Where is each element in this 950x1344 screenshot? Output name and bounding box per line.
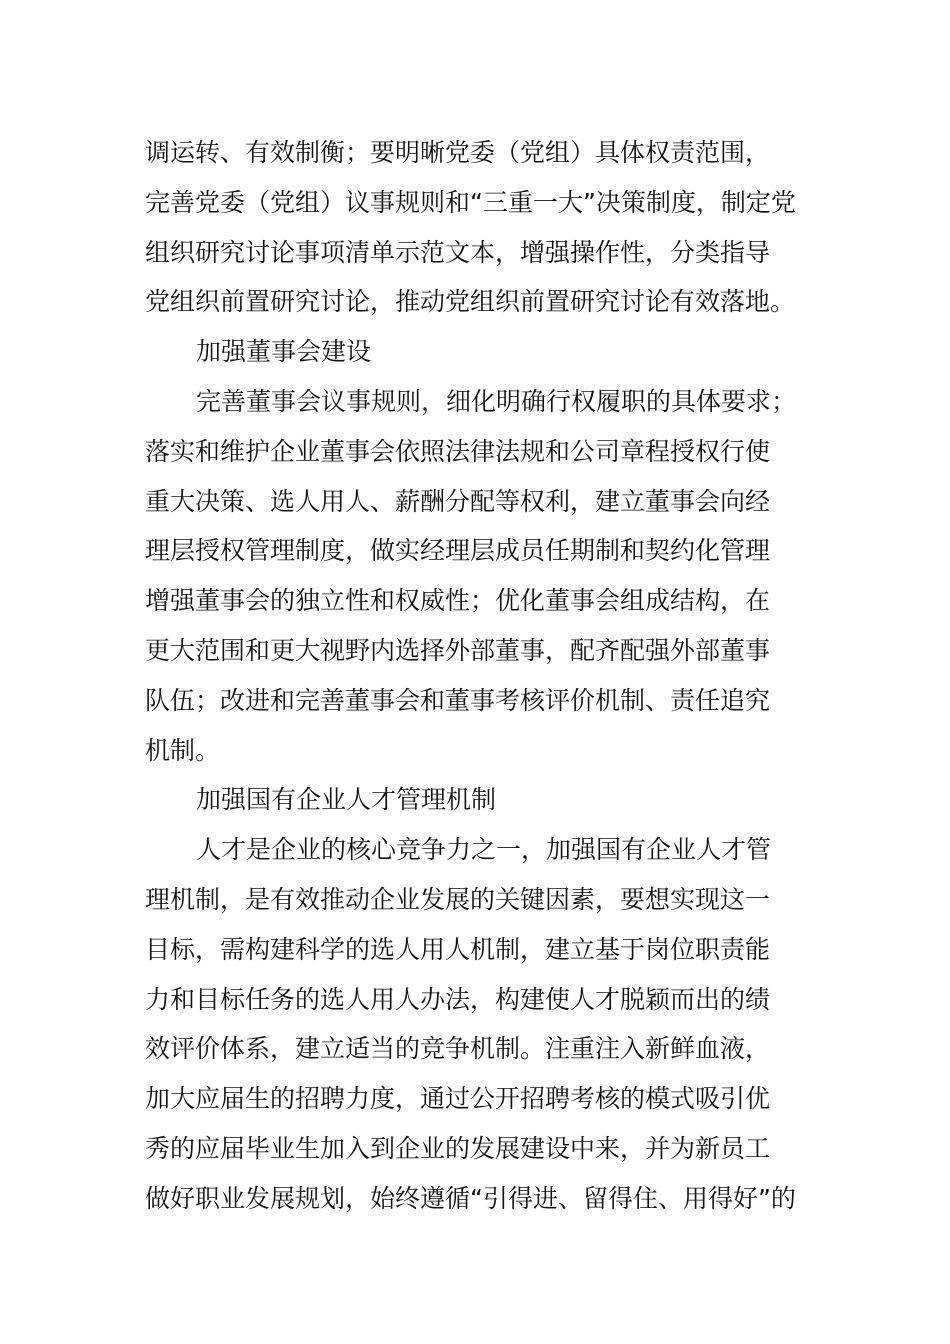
text-line: 重大决策、选人用人、薪酬分配等权利，建立董事会向经 [145, 486, 771, 516]
text-line: 目标，需构建科学的选人用人机制，建立基于岗位职责能 [145, 934, 771, 964]
document-body [145, 128, 835, 1224]
text-line: 秀的应届毕业生加入到企业的发展建设中来，并为新员工 [145, 1133, 771, 1163]
text-line: 党组织前置研究讨论，推动党组织前置研究讨论有效落地。 [145, 287, 796, 317]
text-line: 队伍；改进和完善董事会和董事考核评价机制、责任追究 [145, 685, 771, 715]
text-line: 机制。 [145, 735, 221, 765]
section-heading: 加强董事会建设 [196, 337, 372, 367]
text-line: 增强董事会的独立性和权威性；优化董事会组成结构，在 [145, 586, 771, 616]
text-line: 理层授权管理制度，做实经理层成员任期制和契约化管理 [145, 536, 771, 566]
text-line: 效评价体系，建立适当的竞争机制。注重注入新鲜血液， [145, 1034, 771, 1064]
text-line: 更大范围和更大视野内选择外部董事，配齐配强外部董事 [145, 635, 771, 665]
text-line: 调运转、有效制衡；要明晰党委（党组）具体权责范围， [145, 138, 771, 167]
text-line: 完善董事会议事规则，细化明确行权履职的具体要求； [196, 386, 797, 416]
text-line: 力和目标任务的选人用人办法，构建使人才脱颖而出的绩 [145, 984, 771, 1014]
text-line: 做好职业发展规划，始终遵循“引得进、留得住、用得好”的 [145, 1183, 796, 1213]
text-line: 落实和维护企业董事会依照法律法规和公司章程授权行使 [145, 436, 771, 466]
text-line: 理机制，是有效推动企业发展的关键因素，要想实现这一 [145, 884, 771, 914]
text-line: 组织研究讨论事项清单示范文本，增强操作性，分类指导 [145, 237, 771, 267]
section-heading: 加强国有企业人才管理机制 [196, 785, 497, 815]
text-line: 完善党委（党组）议事规则和“三重一大”决策制度，制定党 [145, 187, 796, 217]
text-line: 人才是企业的核心竞争力之一，加强国有企业人才管 [196, 835, 772, 865]
text-line: 加大应届生的招聘力度，通过公开招聘考核的模式吸引优 [145, 1084, 771, 1114]
